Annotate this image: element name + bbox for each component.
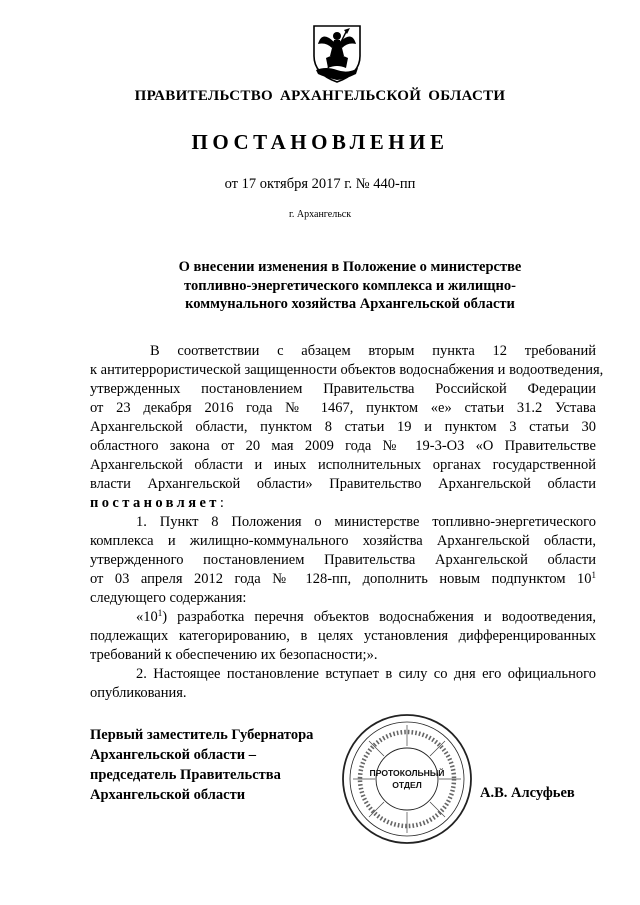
body-line: 2. Настоящее постановление вступает в силу со дня его официального (136, 666, 596, 682)
document-subject (130, 258, 570, 314)
body-line-text: от 03 апреля 2012 года № 128-пп, дополнить новым подпунктом 10 (90, 571, 592, 587)
body-line: власти Архангельской области» Правительство Архангельской области (90, 476, 596, 492)
body-line: от 23 декабря 2016 года № 1467, пунктом «е» статьи 31.2 Устава (90, 400, 596, 416)
document-type: ПОСТАНОВЛЕНИЕ (191, 130, 449, 154)
official-stamp (340, 712, 474, 846)
subject-line: коммунального хозяйства Архангельской области (185, 296, 515, 312)
decree-line (90, 494, 596, 513)
body-line-text: «10 (136, 609, 158, 625)
stamp-text: ОТДЕЛ (392, 780, 422, 790)
body-line: 1. Пункт 8 Положения о министерстве топливно-энергетического (136, 514, 596, 530)
body-line: Архангельской области и иных исполнительных органах государственной (90, 457, 596, 473)
signer-position (90, 725, 313, 805)
body-line: областного закона от 20 мая 2009 года № 19-3-ОЗ «О Правительстве (90, 438, 596, 454)
body-line (90, 570, 596, 589)
body-line: подлежащих категорированию, в целях установления дифференцированных (90, 628, 596, 644)
signer-position-line: Первый заместитель Губернатора (90, 727, 314, 743)
body-line-text: ) разработка перечня объектов водоснабжения и водоотведения, (162, 609, 596, 625)
document-city: г. Архангельск (288, 209, 352, 220)
stamp-text: ПРОТОКОЛЬНЫЙ (369, 768, 445, 778)
decree-word: постановляет (90, 495, 220, 511)
document-date-number: от 17 октября 2017 г. № 440-пп (224, 176, 416, 192)
signer-position-line: председатель Правительства (90, 767, 281, 783)
body-line: следующего содержания: (90, 590, 247, 606)
body-line: утвержденных постановлением Правительства Российской Федерации (90, 381, 596, 397)
arkhangelsk-coat-of-arms-icon (306, 22, 368, 84)
body-line: требований к обеспечению их безопасности;». (90, 647, 378, 663)
body-line: В соответствии с абзацем вторым пункта 12 требований (150, 343, 596, 359)
signer-name: А.В. Алсуфьев (480, 785, 575, 801)
body-line: комплекса и жилищно-коммунального хозяйства Архангельской области, (90, 533, 596, 549)
signer-position-line: Архангельской области (90, 787, 246, 803)
body-line: утвержденного постановлением Правительства Архангельской области (90, 552, 596, 568)
superscript: 1 (157, 608, 163, 618)
body-line (90, 608, 596, 627)
signer-position-line: Архангельской области – (90, 747, 256, 763)
subject-line: О внесении изменения в Положение о министерстве (178, 259, 522, 275)
body-line: Архангельской области, пунктом 8 статьи 19 и пунктом 3 статьи 30 (90, 419, 596, 435)
superscript: 1 (591, 570, 596, 580)
decree-colon: : (219, 495, 224, 511)
document-body (90, 342, 604, 703)
government-name: ПРАВИТЕЛЬСТВО АРХАНГЕЛЬСКОЙ ОБЛАСТИ (134, 88, 506, 104)
body-line: к антитеррористической защищенности объектов водоснабжения и водоотведения, (90, 362, 604, 378)
body-line: опубликования. (90, 685, 187, 701)
subject-line: топливно-энергетического комплекса и жилищно- (184, 277, 516, 294)
